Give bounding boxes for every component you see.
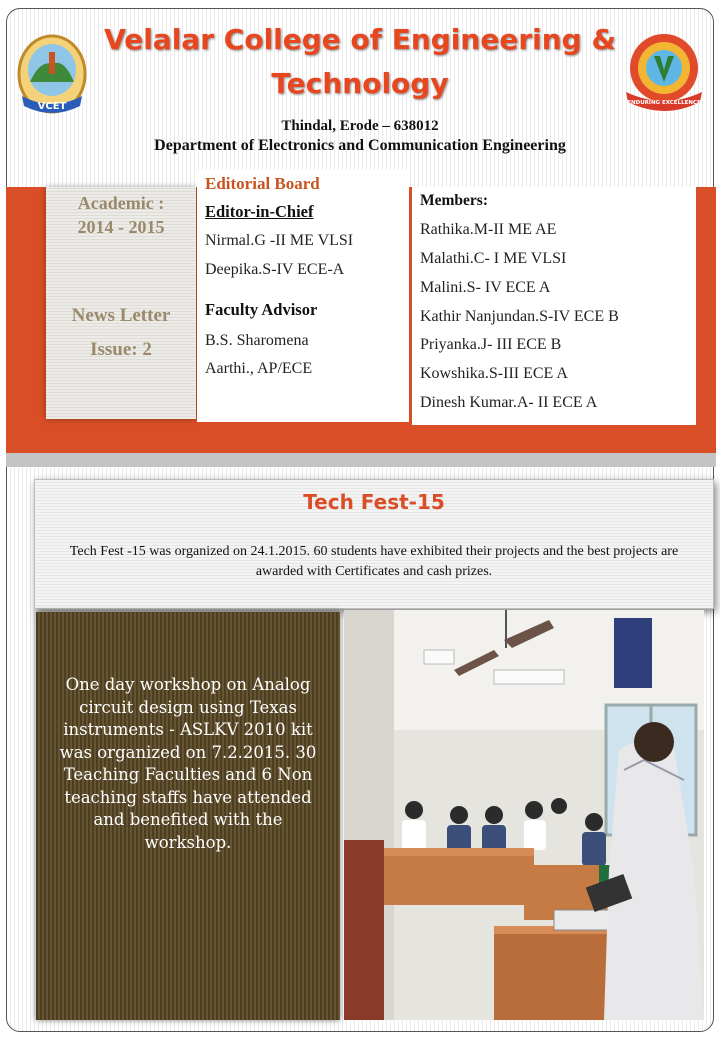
member-name: Malathi.C- I ME VLSI	[420, 250, 567, 267]
vcet-logo-icon	[16, 34, 88, 116]
editorial-board-panel	[197, 170, 409, 422]
workshop-photo	[344, 610, 704, 1020]
member-name: Malini.S- IV ECE A	[420, 279, 551, 296]
eic-name: Nirmal.G -II ME VLSI	[205, 232, 354, 249]
faculty-advisor-label: Faculty Advisor	[205, 300, 318, 319]
department-name: Department of Electronics and Communication Engineering	[154, 137, 566, 154]
eic-name: Deepika.S-IV ECE-A	[205, 261, 345, 278]
advisor-name: Aarthi., AP/ECE	[205, 360, 313, 377]
newsletter-label: News Letter	[71, 305, 171, 326]
member-name: Dinesh Kumar.A- II ECE A	[420, 394, 598, 411]
member-name: Kowshika.S-III ECE A	[420, 365, 568, 382]
member-name: Rathika.M-II ME AE	[420, 221, 557, 238]
vcet-logo-text: VCET	[37, 101, 67, 112]
college-address: Thindal, Erode – 638012	[281, 118, 439, 134]
tech-fest-text: Tech Fest -15 was organized on 24.1.2015. 60 students have exhibited their projects and the best projects are awarded with Certificates and cash prizes.	[69, 544, 679, 579]
member-name: Priyanka.J- III ECE B	[420, 336, 562, 353]
academic-label: Academic :	[77, 193, 165, 213]
members-panel	[412, 187, 696, 425]
advisor-name: B.S. Sharomena	[205, 332, 309, 349]
divider-strip	[6, 453, 716, 467]
member-name: Kathir Nanjundan.S-IV ECE B	[420, 308, 619, 325]
editorial-board-heading: Editorial Board	[205, 174, 320, 193]
emblem-logo-text: ENDURING EXCELLENCE	[627, 100, 701, 106]
workshop-text: One day workshop on Analog circuit design using Texas instruments - ASLKV 2010 kit was organized on 7.2.2015. 30 Teaching Faculties and 6 Non teaching staffs have attended and benefited with the workshop.	[59, 675, 317, 852]
members-label: Members:	[420, 192, 488, 209]
college-name-line1: Velalar College of Engineering &	[104, 23, 616, 56]
tech-fest-title: Tech Fest-15	[303, 490, 445, 514]
college-name-line2: Technology	[271, 67, 449, 100]
workshop-box	[36, 612, 340, 1020]
issue-number: Issue: 2	[90, 339, 152, 360]
academic-year: 2014 - 2015	[77, 217, 165, 237]
editor-in-chief-label: Editor-in-Chief	[205, 202, 314, 221]
emblem-logo-icon	[618, 30, 710, 112]
issue-panel	[46, 187, 196, 419]
tech-fest-box	[34, 479, 714, 609]
